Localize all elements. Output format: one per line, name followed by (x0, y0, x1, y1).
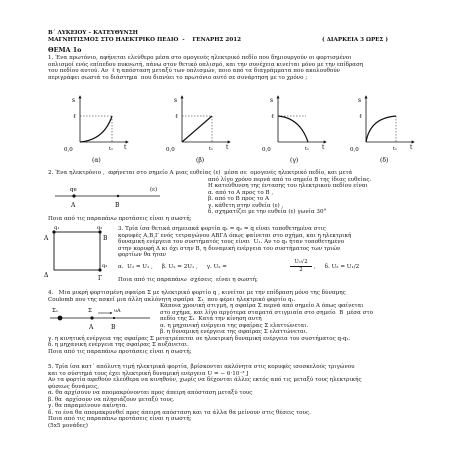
graph-d-origin: 0,0 (350, 147, 359, 153)
q4-point-b: B (111, 324, 116, 331)
q1-graphs (0, 80, 452, 170)
q2-option-d: δ. σχηματίζει με την ευθεία (ε) γωνία 30° (208, 209, 327, 215)
q4-velocity-label: υA (114, 308, 121, 314)
q4-sphere-s1: Σ₁ (52, 308, 59, 314)
graph-b-s-label: s (174, 97, 178, 104)
graph-c-t-label: t (322, 144, 325, 151)
q1-line-4: περιγράφει σωστά το διάστημα που διανύει το πρωτόνιο αυτό σε συνάρτηση με το χρόνο ; (48, 74, 308, 81)
graph-a-l-label: ℓ (73, 113, 76, 120)
q2-line-2: από λίγο χρόνο περνά από το σημείο Β της ίδιας ευθείας. (208, 176, 372, 183)
q2-option-b: β. από το Β προς το Α (208, 196, 270, 202)
q3-line-2: κορυφές Α,Β,Γ ενός τετραγώνου ΑΒΓΔ όπως φαίνεται στο σχήμα, και η ηλεκτρική (118, 232, 352, 239)
q3-charge-q1: q₁ (54, 225, 60, 231)
graph-b-t-label: t (226, 144, 229, 151)
q3-line-1: 3. Τρία ίσα θετικά σημειακά φορτία q₁ = q₂ = q είναι τοποθετημένα στις (118, 226, 326, 232)
q4-point-a: A (89, 324, 94, 331)
graph-c-caption: (γ) (290, 157, 299, 164)
q5-points: (5x5 μονάδες) (48, 422, 88, 429)
q3-frac-bar (290, 266, 312, 267)
graph-a-s-label: s (72, 97, 76, 104)
q3-vertex-g: Γ (98, 275, 103, 282)
graph-a-origin: 0,0 (64, 147, 73, 153)
q4-side-2: στο σχήμα, και λίγο αργότερα σταματά στιγμιαία στο σημείο Β μέσα στο (160, 309, 373, 316)
q4-option-a: α. η μηχανική ενέργεια της σφαίρας Σ ελαττώνεται. (160, 322, 309, 329)
theme-title: ΘΕΜΑ 1ο (48, 46, 82, 54)
header-duration: ( ΔΙΑΡΚΕΙΑ 3 ΩΡΕΣ ) (322, 37, 388, 43)
q5-line-3: Αν τα φορτία αφεθούν ελεύθερα να κινηθούν, χωρίς να δέχονται άλλες εκτός από τις μεταξύ τους ηλεκτρικής (48, 377, 362, 383)
q4-intro-2: Coulomb που της ασκεί μια άλλη ακλόνητη σφαίρα Σ₁ που φέρει ηλεκτρικό φορτίο q₁. (48, 296, 296, 303)
q4-option-c: γ. η κινητική ενέργεια της σφαίρας Σ μετατρέπεται σε ηλεκτρική δυναμική ενέργεια του συστήματος q-q₁. (48, 335, 351, 342)
q3-frac-den: 2 (299, 267, 303, 273)
q2-line-1: 2. Ένα ηλεκτρόνιο , αφήνεται στο σημείο Α μιας ευθείας (ε) μέσα σε ομογενές ηλεκτρικό πεδίο, και μετά (48, 170, 353, 176)
graph-b-origin: 0,0 (166, 147, 175, 153)
graph-a-caption: (α) (92, 157, 101, 164)
q5-option-d: δ. το ένα θα απομακρυνθεί προς άπειρη απόσταση και τα άλλα θα μείνουν στις θέσεις τους. (48, 409, 311, 416)
q2-point-b: B (115, 202, 120, 209)
q1-line-3: του πεδίου αυτού. Αν ℓ η απόσταση μεταξύ των οπλισμών, ποιο από τα διαγράμματα που ακολουθούν (48, 68, 341, 74)
q4-option-b: β. η δυναμική ενέργεια της σφαίρας Σ ελαττώνεται. (160, 329, 308, 335)
q5-line-2: και το σύστημά τους έχει ηλεκτρική δυναμική ενέργεια U = − 6·10⁻³ J (48, 370, 249, 377)
q2-point-a: A (71, 202, 76, 209)
q4-side-3: πεδίο της Σ₁ Κατά την κίνηση αυτή (160, 316, 262, 322)
q4-figure (40, 302, 158, 336)
q2-option-a: α. από το Α προς το Β , (208, 189, 274, 196)
q3-options: α. U₂ = U₁ , β. U₂ = 2U₁ , γ. U₂ = (118, 264, 227, 270)
graph-d (350, 96, 414, 164)
q3-line-4: στην κορυφή Δ κι όχι στην Β, η δυναμική ενέργεια του συστήματος των τριών (118, 245, 341, 252)
q3-vertex-d: Δ (44, 272, 49, 279)
q3-vertex-b: B (103, 235, 108, 242)
q4-intro-1: 4. Μια μικρή φορτισμένη σφαίρα Σ με ηλεκτρικό φορτίο q , κινείται με την επίδραση μόνο της δύναμης (48, 290, 346, 296)
q1-line-2: οπλισμοί ενός επίπεδου πυκνωτή, πάνω στον θετικό οπλισμό, και την συνέχεια κινείται μόνο με την επίδραση (48, 61, 364, 68)
q5-option-c: γ. θα παραμείνουν ακίνητα. (48, 403, 128, 409)
header-school: Β΄ ΛΥΚΕΙΟΥ – ΚΑΤΕΥΘΥΝΣΗ (48, 30, 138, 36)
graph-c (262, 96, 326, 164)
q1-line-1: 1. Ένα πρωτόνιο, αφήνεται ελεύθερο μέσα στο ομογενές ηλεκτρικό πεδίο που δημιουργούν οι φορτισμένοι (48, 55, 352, 61)
q2-option-c: γ. κάθετη στην ευθεία (ε) , (208, 202, 284, 209)
q3-charge-q2: q₂ (97, 225, 103, 231)
q3-option-d: , δ. U₂ = U₁/2 (314, 264, 360, 270)
graph-d-s-label: s (358, 97, 362, 104)
q5-option-a: α. θα αρχίσουν να απομακρύνονται προς άπειρη απόσταση μεταξύ τους (48, 390, 253, 396)
q2-line-3: Η κατεύθυνση της έντασης του ηλεκτρικού πεδίου είναι (208, 183, 368, 189)
header-subject: ΜΑΓΝΗΤΙΣΜΟΣ ΣΤΟ ΗΛΕΚΤΡΙΚΟ ΠΕΔΙΟ - ΓΕΝΑΡΗΣ 2012 (48, 37, 241, 43)
q5-question: Ποια από τις παραπάνω προτάσεις είναι η σωστή; (48, 416, 192, 422)
q3-question: Ποια από τις παραπάνω σχέσεις είναι η σωστή; (118, 277, 258, 283)
graph-d-l-label: ℓ (359, 113, 362, 120)
q3-line-3: δυναμική ενέργεια του συστήματός τους είναι U₁. Αν το q₂ ήταν τοποθετημένο (118, 239, 345, 245)
graph-d-t-label: t (410, 144, 413, 151)
graph-c-t1-label: t₁ (305, 146, 310, 152)
q3-charge-q3: q₃ (102, 263, 108, 269)
graph-d-caption: (δ) (380, 157, 389, 164)
graph-c-s-label: s (270, 97, 274, 104)
graph-c-origin: 0,0 (262, 147, 271, 153)
q2-line-label: (ε) (150, 187, 158, 193)
q5-option-b: β. θα αρχίσουν να πλησιάζουν μεταξύ τους. (48, 396, 175, 403)
q5-line-4: φύσεως δυνάμεις, (48, 383, 100, 390)
q4-option-d: δ. η μηχανική ενέργεια της σφαίρας Σ αυξάνεται. (48, 342, 189, 348)
graph-c-l-label: ℓ (271, 113, 274, 120)
graph-b-caption: (β) (196, 157, 205, 164)
q4-side-1: Κάποια χρονική στιγμή, η σφαίρα Σ περνά από σημείο Α όπως φαίνεται (160, 303, 364, 309)
q4-question: Ποια από τις παραπάνω προτάσεις είναι η σωστή; (48, 348, 192, 355)
q2-question: Ποια από τις παραπάνω προτάσεις είναι η σωστή; (48, 215, 192, 222)
graph-a (64, 96, 128, 164)
q3-frac-num: U₁√2 (294, 259, 308, 265)
q4-sphere-s: Σ (88, 308, 92, 314)
q3-line-5: φορτίων θα ήταν (118, 252, 167, 258)
graph-a-t-label: t (124, 144, 127, 151)
graph-d-t1-label: t₁ (393, 146, 398, 152)
graph-a-t1-label: t₁ (109, 146, 114, 152)
q3-square-figure (40, 222, 116, 284)
graph-b-t1-label: t₁ (209, 146, 214, 152)
q2-charge-label: qe (70, 187, 77, 193)
q5-line-1: 5. Τρία ίσα κατ΄ απόλυτη τιμή ηλεκτρικά φορτία, βρίσκονται ακλόνητα στις κορυφές ισοσκελούς τριγώνου (48, 364, 355, 370)
q2-figure (0, 180, 200, 216)
q3-vertex-a: A (44, 235, 49, 242)
graph-b (166, 96, 230, 164)
graph-b-l-label: ℓ (175, 113, 178, 120)
